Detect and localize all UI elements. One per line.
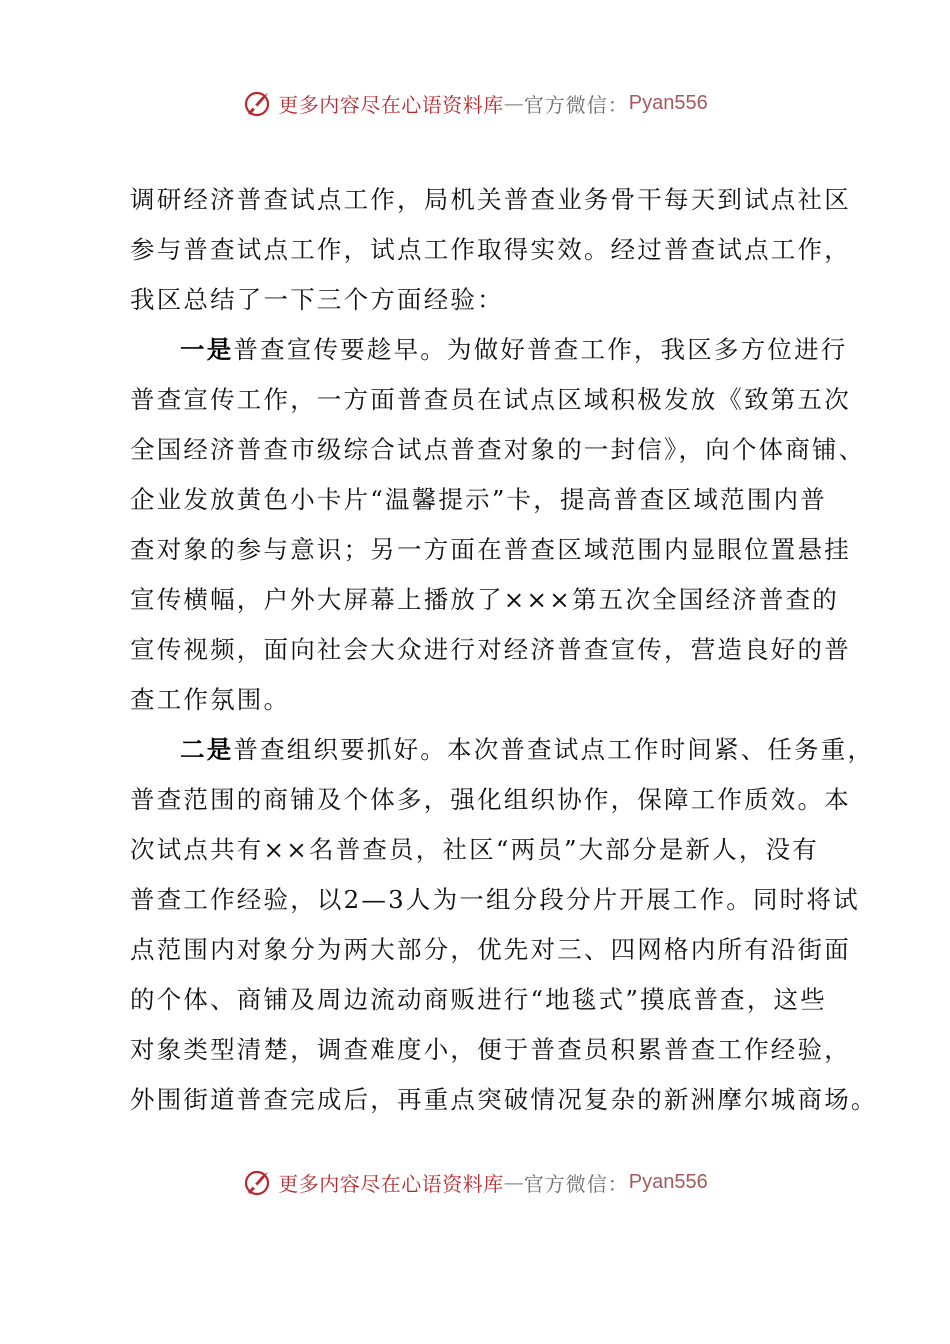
- paragraph-1-line: 查对象的参与意识；另一方面在普查区域范围内显眼位置悬挂: [130, 535, 851, 564]
- paragraph-2-line: 点范围内对象分为两大部分，优先对三、四网格内所有沿街面: [130, 935, 851, 964]
- intro-line: 参与普查试点工作，试点工作取得实效。经过普查试点工作，: [130, 235, 851, 264]
- paragraph-2-line: 普查范围的商铺及个体多，强化组织协作，保障工作质效。本: [130, 785, 851, 814]
- document-body: [130, 175, 878, 1125]
- banner-wechat-label: 官方微信：: [523, 92, 629, 117]
- paragraph-1-lead: 一是: [180, 335, 234, 364]
- paragraph-2-line: 外围街道普查完成后，再重点突破情况复杂的新洲摩尔城商场。: [130, 1085, 878, 1114]
- paragraph-1-first-line: [130, 325, 850, 375]
- intro-line: 调研经济普查试点工作，局机关普查业务骨干每天到试点社区: [130, 185, 851, 214]
- paragraph-1-line: 普查宣传工作，一方面普查员在试点区域积极发放《致第五次: [130, 385, 851, 414]
- banner-text: 更多内容尽在心语资料库: [278, 92, 504, 117]
- paragraph-2-line: 对象类型清楚，调查难度小，便于普查员积累普查工作经验，: [130, 1035, 851, 1064]
- banner-wechat-id: Pyan556: [628, 91, 708, 114]
- paragraph-2-lead: 二是: [180, 735, 234, 764]
- paragraph-1-line: 宣传视频，面向社会大众进行对经济普查宣传，营造良好的普: [130, 635, 851, 664]
- pen-nib-logo-icon: [242, 1166, 274, 1198]
- paragraph-2-line: 次试点共有××名普查员，社区“两员”大部分是新人，没有: [130, 835, 820, 864]
- banner-text: 更多内容尽在心语资料库: [278, 1171, 504, 1196]
- intro-line: 我区总结了一下三个方面经验：: [130, 285, 504, 314]
- paragraph-2-line: 的个体、商铺及周边流动商贩进行“地毯式”摸底普查，这些: [130, 985, 827, 1014]
- banner-separator: —: [503, 1170, 524, 1194]
- banner-separator: —: [503, 91, 524, 115]
- header-banner: [0, 83, 950, 123]
- paragraph-1-line: 宣传横幅，户外大屏幕上播放了×××第五次全国经济普查的: [130, 585, 839, 614]
- paragraph-1-line: 查工作氛围。: [130, 685, 291, 714]
- banner-wechat-id: Pyan556: [628, 1170, 708, 1193]
- pen-nib-logo-icon: [242, 87, 274, 119]
- paragraph-1-line: 企业发放黄色小卡片“温馨提示”卡，提高普查区域范围内普: [130, 485, 827, 514]
- footer-banner: [0, 1162, 950, 1202]
- paragraph-1-first-text: 普查宣传要趁早。为做好普查工作，我区多方位进行: [233, 335, 848, 364]
- banner-wechat-label: 官方微信：: [523, 1171, 629, 1196]
- paragraph-1-line: 全国经济普查市级综合试点普查对象的一封信》，向个体商铺、: [130, 435, 866, 464]
- paragraph-2-first-text: 普查组织要抓好。本次普查试点工作时间紧、任务重，: [233, 735, 875, 764]
- paragraph-2-line: 普查工作经验，以2—3人为一组分段分片开展工作。同时将试: [130, 885, 860, 914]
- paragraph-2-first-line: [130, 725, 875, 775]
